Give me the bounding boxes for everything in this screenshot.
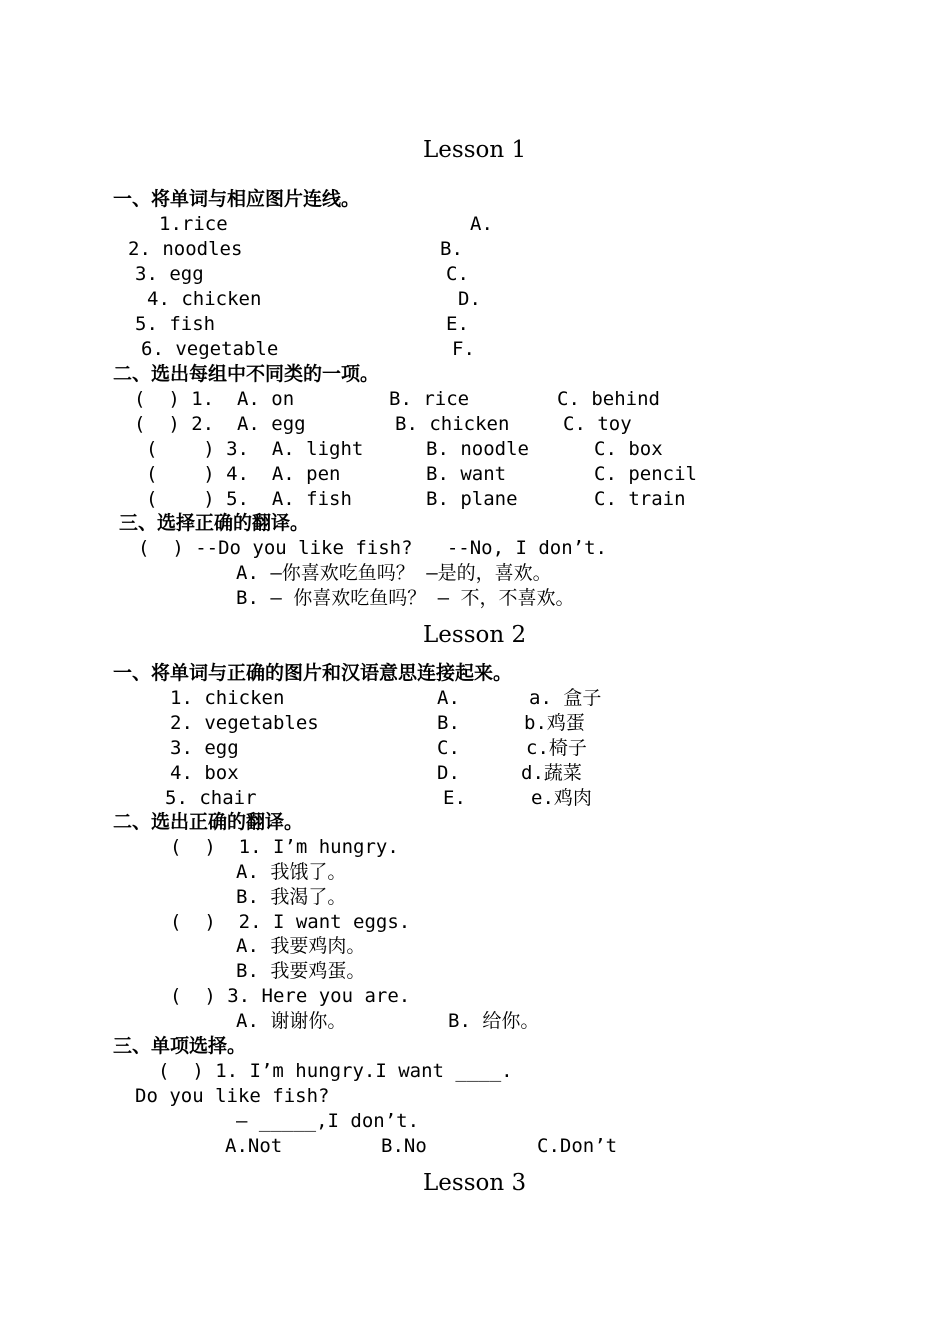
list-item-word: 2. noodles — [128, 238, 243, 260]
question-row: ( ) 4. A. pen — [146, 463, 341, 485]
question-row: Do you like fish? — [135, 1085, 330, 1107]
list-item-meaning: b.鸡蛋 — [524, 712, 585, 734]
option-b: B. plane — [426, 488, 518, 510]
question-row: ( ) 3. Here you are. — [170, 985, 411, 1007]
option-b: B. rice — [389, 388, 470, 410]
list-item-word: 6. vegetable — [141, 338, 279, 360]
lesson1-section2-heading: 二、选出每组中不同类的一项。 — [113, 363, 380, 385]
list-item-word: 4. chicken — [147, 288, 262, 310]
question-row: ( ) 1. I’m hungry.I want ____. — [158, 1060, 513, 1082]
option-c: C. behind — [557, 388, 660, 410]
list-item-word: 1.rice — [159, 213, 228, 235]
list-item-word: 3. egg — [170, 737, 239, 759]
option-b: B.No — [381, 1135, 427, 1157]
option-b: B. chicken — [395, 413, 510, 435]
option-c: C. train — [594, 488, 686, 510]
option-a: A. 我饿了。 — [236, 861, 347, 883]
option-a: A. 谢谢你。 — [236, 1010, 347, 1032]
question-row: ( ) 1. A. on — [134, 388, 295, 410]
lesson3-title: Lesson 3 — [423, 1170, 527, 1196]
list-item-letter: B. — [440, 238, 463, 260]
list-item-letter: E. — [443, 787, 466, 809]
option-b: B. 我要鸡蛋。 — [236, 960, 366, 982]
list-item-letter: D. — [437, 762, 460, 784]
lesson1-section1-heading: 一、将单词与相应图片连线。 — [113, 188, 361, 210]
option-c: C.Don’t — [537, 1135, 618, 1157]
lesson2-section2-heading: 二、选出正确的翻译。 — [113, 811, 304, 833]
option-a: A. 我要鸡肉。 — [236, 935, 366, 957]
option-b: B. – 你喜欢吃鱼吗？ – 不，不喜欢。 — [236, 587, 575, 609]
question-row: – _____,I don’t. — [236, 1110, 420, 1132]
question-row: ( ) 2. A. egg — [134, 413, 306, 435]
list-item-word: 3. egg — [135, 263, 204, 285]
list-item-word: 1. chicken — [170, 687, 285, 709]
list-item-letter: C. — [437, 737, 460, 759]
question-row: ( ) 2. I want eggs. — [170, 911, 411, 933]
option-c: C. box — [594, 438, 663, 460]
lesson1-title: Lesson 1 — [423, 137, 527, 163]
option-c: C. pencil — [594, 463, 697, 485]
list-item-meaning: c.椅子 — [526, 737, 587, 759]
list-item-letter: C. — [446, 263, 469, 285]
option-a: A. –你喜欢吃鱼吗？ –是的，喜欢。 — [236, 562, 552, 584]
list-item-meaning: a. 盒子 — [529, 687, 602, 709]
list-item-letter: A. — [437, 687, 460, 709]
list-item-meaning: d.蔬菜 — [521, 762, 582, 784]
list-item-word: 5. chair — [165, 787, 257, 809]
list-item-letter: E. — [446, 313, 469, 335]
lesson2-section1-heading: 一、将单词与正确的图片和汉语意思连接起来。 — [113, 662, 513, 684]
lesson2-title: Lesson 2 — [423, 622, 527, 648]
lesson2-section3-heading: 三、单项选择。 — [113, 1035, 247, 1057]
list-item-letter: F. — [452, 338, 475, 360]
list-item-word: 2. vegetables — [170, 712, 319, 734]
list-item-meaning: e.鸡肉 — [531, 787, 592, 809]
list-item-word: 4. box — [170, 762, 239, 784]
list-item-letter: B. — [437, 712, 460, 734]
option-b: B. 我渴了。 — [236, 886, 347, 908]
question-row: ( ) 3. A. light — [146, 438, 364, 460]
option-b: B. noodle — [426, 438, 529, 460]
list-item-letter: D. — [458, 288, 481, 310]
option-b: B. 给你。 — [448, 1010, 540, 1032]
question-row: ( ) --Do you like fish? --No, I don’t. — [138, 537, 607, 559]
option-c: C. toy — [563, 413, 632, 435]
question-row: ( ) 1. I’m hungry. — [170, 836, 399, 858]
list-item-word: 5. fish — [135, 313, 216, 335]
option-b: B. want — [426, 463, 507, 485]
option-a: A.Not — [225, 1135, 283, 1157]
question-row: ( ) 5. A. fish — [146, 488, 352, 510]
list-item-letter: A. — [470, 213, 493, 235]
lesson1-section3-heading: 三、选择正确的翻译。 — [119, 512, 310, 534]
